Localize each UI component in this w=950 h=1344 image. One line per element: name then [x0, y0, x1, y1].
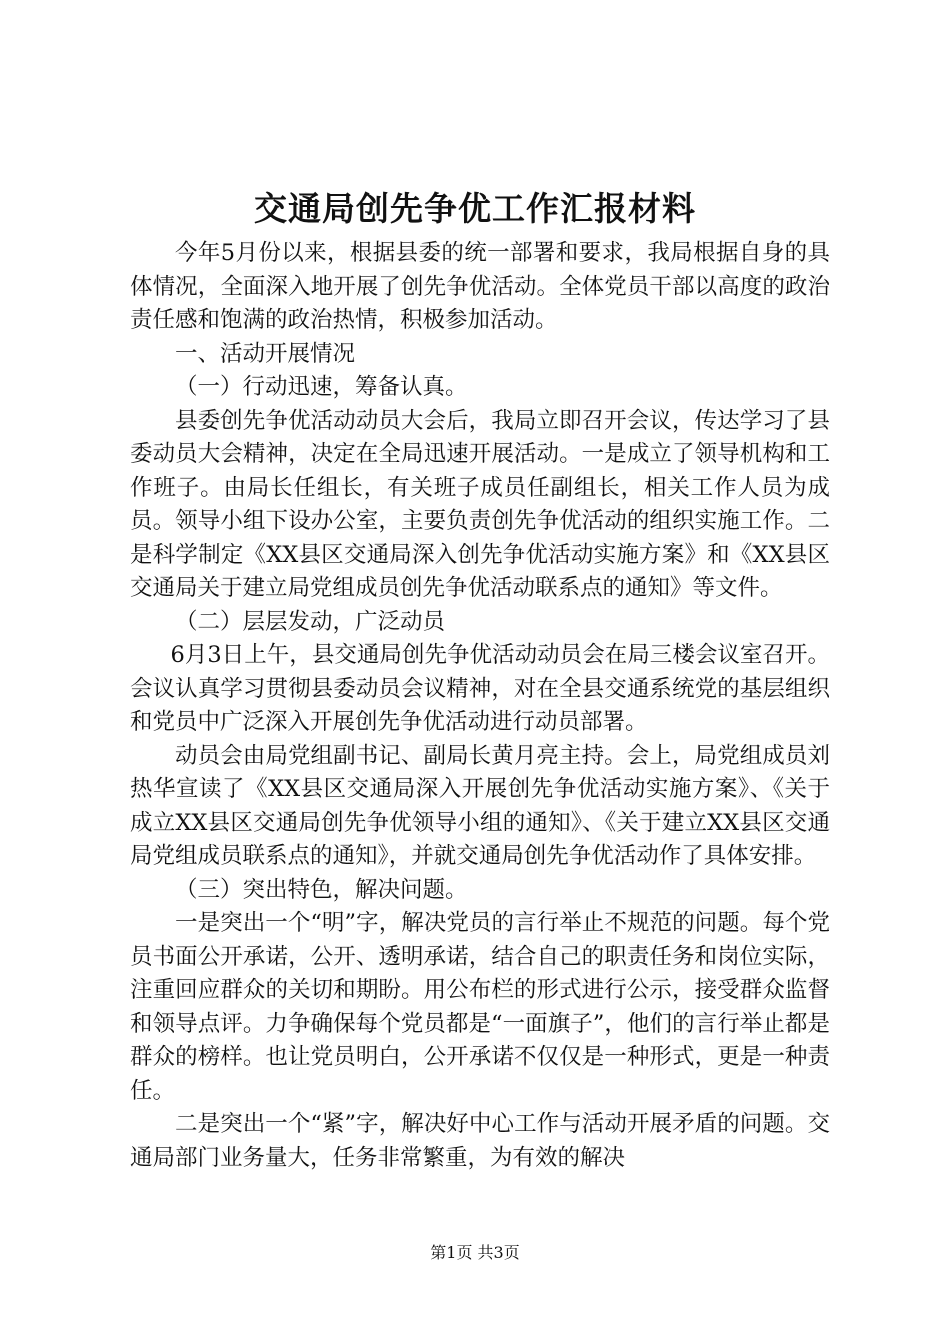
paragraph-body-1: 县委创先争优活动动员大会后，我局立即召开会议，传达学习了县委动员大会精神，决定在全局迅速开展活动。一是成立了领导机构和工作班子。由局长任组长，有关班子成员任副组长，相关工作人员为成员。领导小组下设办公室，主要负责创先争优活动的组织实施工作。二是科学制定《XX县区交通局深入创先争优活动实施方案》和《XX县区交通局关于建立局党组成员创先争优活动联系点的通知》等文件。: [130, 407, 830, 601]
subsection-heading-2: （二）层层发动，广泛动员: [175, 608, 446, 635]
paragraph-body-2: 6月3日上午，县交通局创先争优活动动员会在局三楼会议室召开。会议认真学习贯彻县委动员会议精神，对在全县交通系统党的基层组织和党员中广泛深入开展创先争优活动进行动员部署。: [130, 642, 830, 735]
paragraph-intro: 今年5月份以来，根据县委的统一部署和要求，我局根据自身的具体情况，全面深入地开展了创先争优活动。全体党员干部以高度的政治责任感和饱满的政治热情，积极参加活动。: [130, 240, 830, 333]
page-footer: 第1页 共3页: [430, 1243, 520, 1262]
paragraph-body-3: 动员会由局党组副书记、副局长黄月亮主持。会上，局党组成员刘热华宣读了《XX县区交通局深入开展创先争优活动实施方案》、《关于成立XX县区交通局创先争优领导小组的通知》、《关于建立XX县区交通局党组成员联系点的通知》，并就交通局创先争优活动作了具体安排。: [130, 742, 830, 869]
document-body: [130, 237, 830, 1175]
paragraph-body-4: 一是突出一个“明”字，解决党员的言行举止不规范的问题。每个党员书面公开承诺，公开、透明承诺，结合自己的职责任务和岗位实际，注重回应群众的关切和期盼。用公布栏的形式进行公示，接受群众监督和领导点评。力争确保每个党员都是“一面旗子”，他们的言行举止都是群众的榜样。也让党员明白，公开承诺不仅仅是一种形式，更是一种责任。: [130, 910, 830, 1104]
subsection-heading-1: （一）行动迅速，筹备认真。: [175, 374, 468, 400]
section-heading-1: 一、活动开展情况: [175, 340, 356, 367]
paragraph-body-5: 二是突出一个“紧”字，解决好中心工作与活动开展矛盾的问题。交通局部门业务量大，任务非常繁重，为有效的解决: [130, 1111, 830, 1171]
document-title: 交通局创先争优工作汇报材料: [254, 189, 696, 228]
subsection-heading-3: （三）突出特色，解决问题。: [175, 876, 468, 903]
